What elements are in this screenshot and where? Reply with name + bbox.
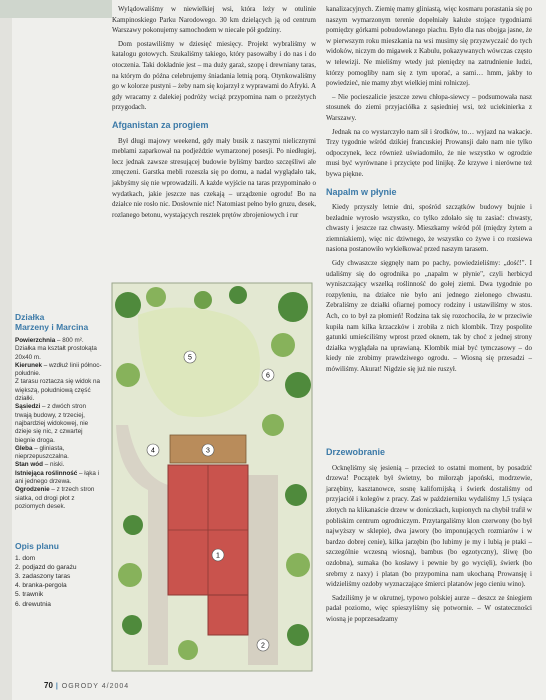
- paragraph: Wylądowaliśmy w niewielkiej wsi, która leży w otulinie Kampinoskiego Parku Narodowego. 30 km dzielących ją od centrum Warszawy pokonujemy samochodem w niecałe pół godziny.: [112, 5, 316, 35]
- plot-info-sidebar: [15, 312, 103, 511]
- paragraph: Dom postawiliśmy w dziesięć miesięcy. Projekt wybraliśmy w katalogu gotowych. Szukaliśmy takiego, który pasowałby i do nas i do otoczenia. Taki dokładnie jest – ma duży garaż, szopę i drewniany taras, na którym do późna celebrujemy śniadania letnią porą. Otynkowaliśmy go w kolorze pustyni – żeby nam się kojarzył z wyprawami do Afryki. A gdy wracamy z dalekiej podróży wciąż przypomina nam o przeżytych przygodach.: [112, 39, 316, 112]
- corner-scan-strip: [0, 0, 112, 18]
- legend-item: 5. trawnik: [15, 591, 44, 599]
- paragraph: Sadziliśmy je w okrutnej, typowo polskiej aurze – deszcz ze śniegiem padał poziomo, więc spieszyliśmy się potwornie. – W ostateczności wiosną je poprzesadzamy: [326, 593, 532, 623]
- garden-plan-illustration: [108, 275, 318, 679]
- fact-item: [15, 445, 103, 462]
- legend-title: Opis planu: [15, 541, 59, 551]
- legend-item: 6. drewutnia: [15, 600, 51, 608]
- fact-item: [15, 378, 103, 403]
- legend-item: 3. zadaszony taras: [15, 573, 71, 581]
- driveway: [248, 475, 278, 665]
- fact-item: [15, 486, 103, 511]
- paragraph: Jednak na co wystarczyło nam sił i środków, to… wyjazd na wakacje. Trzy tygodnie wśród dzikiej francuskiej Prowansji dało nam nie tylko odpoczynek, lecz również uświadomiło, że nie wszystko w ogrodzie musi być wyrównane i przycięte pod linijkę. Że krzywe i nierówne też bywa piękne.: [326, 127, 532, 178]
- legend-item: 2. podjazd do garażu: [15, 564, 77, 572]
- fact-item: [15, 403, 103, 444]
- page-number: 70: [44, 681, 53, 690]
- fact-item: [15, 345, 103, 362]
- paragraph: Ocknęliśmy się jesienią – przecież to ostatni moment, by posadzić drzewa! Początek był świetny, bo miłorząb japoński, modrzewie, jarzębiny, kasztanowce, sosnę kalifornijską i świerk dostaliśmy od przyjaciół i kolegów z pracy. Zaś w październiku wydaliśmy 1,5 tysiąca złotych na klikanaście drzew w doniczkach, kupionych na chybił trafił w pobliskim centrum ogrodniczym. Przytargaliśmy klon czerwony (bo był najwyższy w sklepie), dwa jawory (bo imponujących rozmiarów i w bardzo dobrej cenie), kilka jarzębin (bo lubimy je my i lubią je ptaki – szczególnie wczesną wiosną), bambus (bo egzotyczny), śliwę (bo ozdobna), sumaka (bo kosławy i pewnie by go wycięli), świerk (bo srebrny z naxy) i platan (bo przypomina nam ukochaną Prowansję i widzieliśmy ozdoby wyznaczające śmierci platanów jego cieniu wino).: [326, 463, 532, 589]
- fact-value: – 800 m².: [55, 337, 84, 344]
- fact-label: Istniejąca roślinność: [15, 469, 78, 477]
- marker-5: 5: [188, 354, 192, 362]
- fact-label: Sąsiedzi: [15, 403, 41, 411]
- paragraph: Był długi majowy weekend, gdy mały busik z naszymi nielicznymi meblami zaparkował na podjeździe wymarzonej posesji. Po niedługiej, lecz jednak zawsze stresującej budowie byliśmy bardzo szczęśliwi ale zmęczeni. Garstka mebli rozeszła się po domu, a nadal wyglądało tak, jakbyśmy się nie wprowadzili. A każde wyjście na taras przypominało o wydatkach, jakie jeszcze nas czekają – urządzenie ogrodu! Bo na działce nie rosło nic. Dosłownie nic! Natomiast pełno było gruzu, desek, rozlanego betonu, wystających resztek prętów zbrojeniowych i rur: [112, 136, 316, 219]
- fact-value: – z dwóch stron trwają budowy, z trzeciej, najbardziej widokowej, nie dzieje się nic, z czwartej biegnie droga.: [15, 403, 89, 444]
- footer-divider: |: [55, 683, 59, 690]
- marker-2: 2: [261, 642, 265, 650]
- right-text-column: [326, 4, 532, 378]
- legend-item: 4. branka-pergola: [15, 582, 67, 590]
- fact-value: – z trzech stron siatka, od drogi płot z poziomych desek.: [15, 486, 95, 510]
- fact-item: [15, 470, 103, 487]
- sidebar-title-line1: Działka: [15, 312, 45, 322]
- garage-roof: [208, 595, 248, 635]
- fact-item: [15, 337, 103, 345]
- fact-value: – niski.: [43, 461, 65, 469]
- sidebar-title: [15, 312, 103, 332]
- fact-value: – gliniasta, nieprzepuszczalna.: [15, 444, 69, 461]
- section-heading: Drzewobranie: [326, 447, 386, 457]
- marker-3: 3: [206, 447, 210, 455]
- paragraph: Kiedy przyszły letnie dni, spośród szczątków budowy bujnie i bezładnie wyrosło wszystko, co tylko zdołało się tu zasiać: chwasty, chwasty i jeszcze raz chwasty. Mieszkamy wśród pól (między żytem a ziemniakiem), więc nic dziwnego, że wszystko co żywe i co rozsiewa nasiona postanowiło wykiełkować przed naszym tarasem.: [326, 203, 532, 254]
- fact-value: Z tarasu roztacza się widok na większą, południową część działki.: [15, 378, 101, 403]
- left-text-column: [112, 4, 316, 223]
- fact-value: Działka ma kształt prostokąta 20x40 m.: [15, 345, 97, 361]
- paragraph: Gdy chwaszcze sięgnęły nam po pachy, powiedzieliśmy: „dość!". I udaliśmy się do ogrodnika po „napalm w płynie", czyli herbicyd wyniszczający wszelką roślinność do gołej ziemi. Dwa tygodnie po rozpyleniu, na działce nie było ani jednego zielonego chwastu. Zebraliśmy ze działki ofiarnej pomocy rodziny i ustawiliśmy w stos. Ach, co to był za płomień! Rodzina tak się rozochociła, że w przeciwie kupiła nam kilka krzaczków i zrobiła z nich klombik. Trzy pospolite gatunki umieściliśmy wprost przed oknem, tak by choć z jednej strony działka wyglądała na uprawianą. Klombik miał być tymczasowy – do kiedy nie zrobimy prawdziwego ogrodu. – Wiosną się przesadzi – mówiliśmy. Akurat! Nigdzie się już nie ruszył.: [326, 259, 532, 373]
- page-footer: [44, 681, 129, 690]
- fact-label: Kierunek: [15, 361, 42, 369]
- fact-label: Ogrodzenie: [15, 486, 50, 494]
- fact-value: – wzdłuż linii północ-południe.: [15, 361, 102, 378]
- section-heading: Napalm w płynie: [326, 186, 397, 197]
- issue-number: 4/2004: [101, 683, 130, 690]
- page-gutter: [0, 0, 12, 700]
- paragraph: kanalizacyjnych. Ziemię mamy gliniastą, więc kosmaru porastania się po naszym wymarzonym terenie dopełniały kałuże stojące tygodniami pomiędzy górkami pobudowlanego piachu. Było dla nas obojga jasne, że w pierwszym roku mieszkania na wsi musimy się przyzwyczaić do tych widoków, niczym do migawek z Kabulu, pokazywanych wówczas często w telewizji. Ne mieliśmy wtedy już pieniędzy na zatrudnienie ludzi, którzy pomogliby nam się z tym uporać, a sami… hmm, jakby to powiedzieć, nie mamy zbyt wielkiej mini rolniczej.: [326, 5, 532, 88]
- fact-label: Stan wód: [15, 461, 43, 469]
- right-text-column-lower: [326, 440, 532, 628]
- fact-value: – łąka i ani jednego drzewa.: [15, 469, 99, 486]
- fact-item: [15, 461, 103, 469]
- marker-4: 4: [151, 447, 155, 455]
- paragraph: – Nie pocieszalicie jeszcze zewu chłopa-siewcy – podsumowała nasz stosunek do ziemi przyjaciółka z sąsiedniej wsi, też uciekinierka z Warszawy.: [326, 92, 532, 122]
- fact-item: [15, 362, 103, 379]
- marker-1: 1: [216, 552, 220, 560]
- fact-label: Powierzchnia: [15, 337, 56, 344]
- legend-item: 1. dom: [15, 555, 36, 563]
- magazine-name: OGRODY: [61, 683, 99, 690]
- section-heading: Afganistan za progiem: [112, 119, 209, 130]
- marker-6: 6: [266, 372, 270, 380]
- fact-label: Gleba: [15, 444, 33, 452]
- plan-legend: [15, 542, 103, 609]
- sidebar-title-line2: Marzeny i Marcina: [15, 322, 89, 332]
